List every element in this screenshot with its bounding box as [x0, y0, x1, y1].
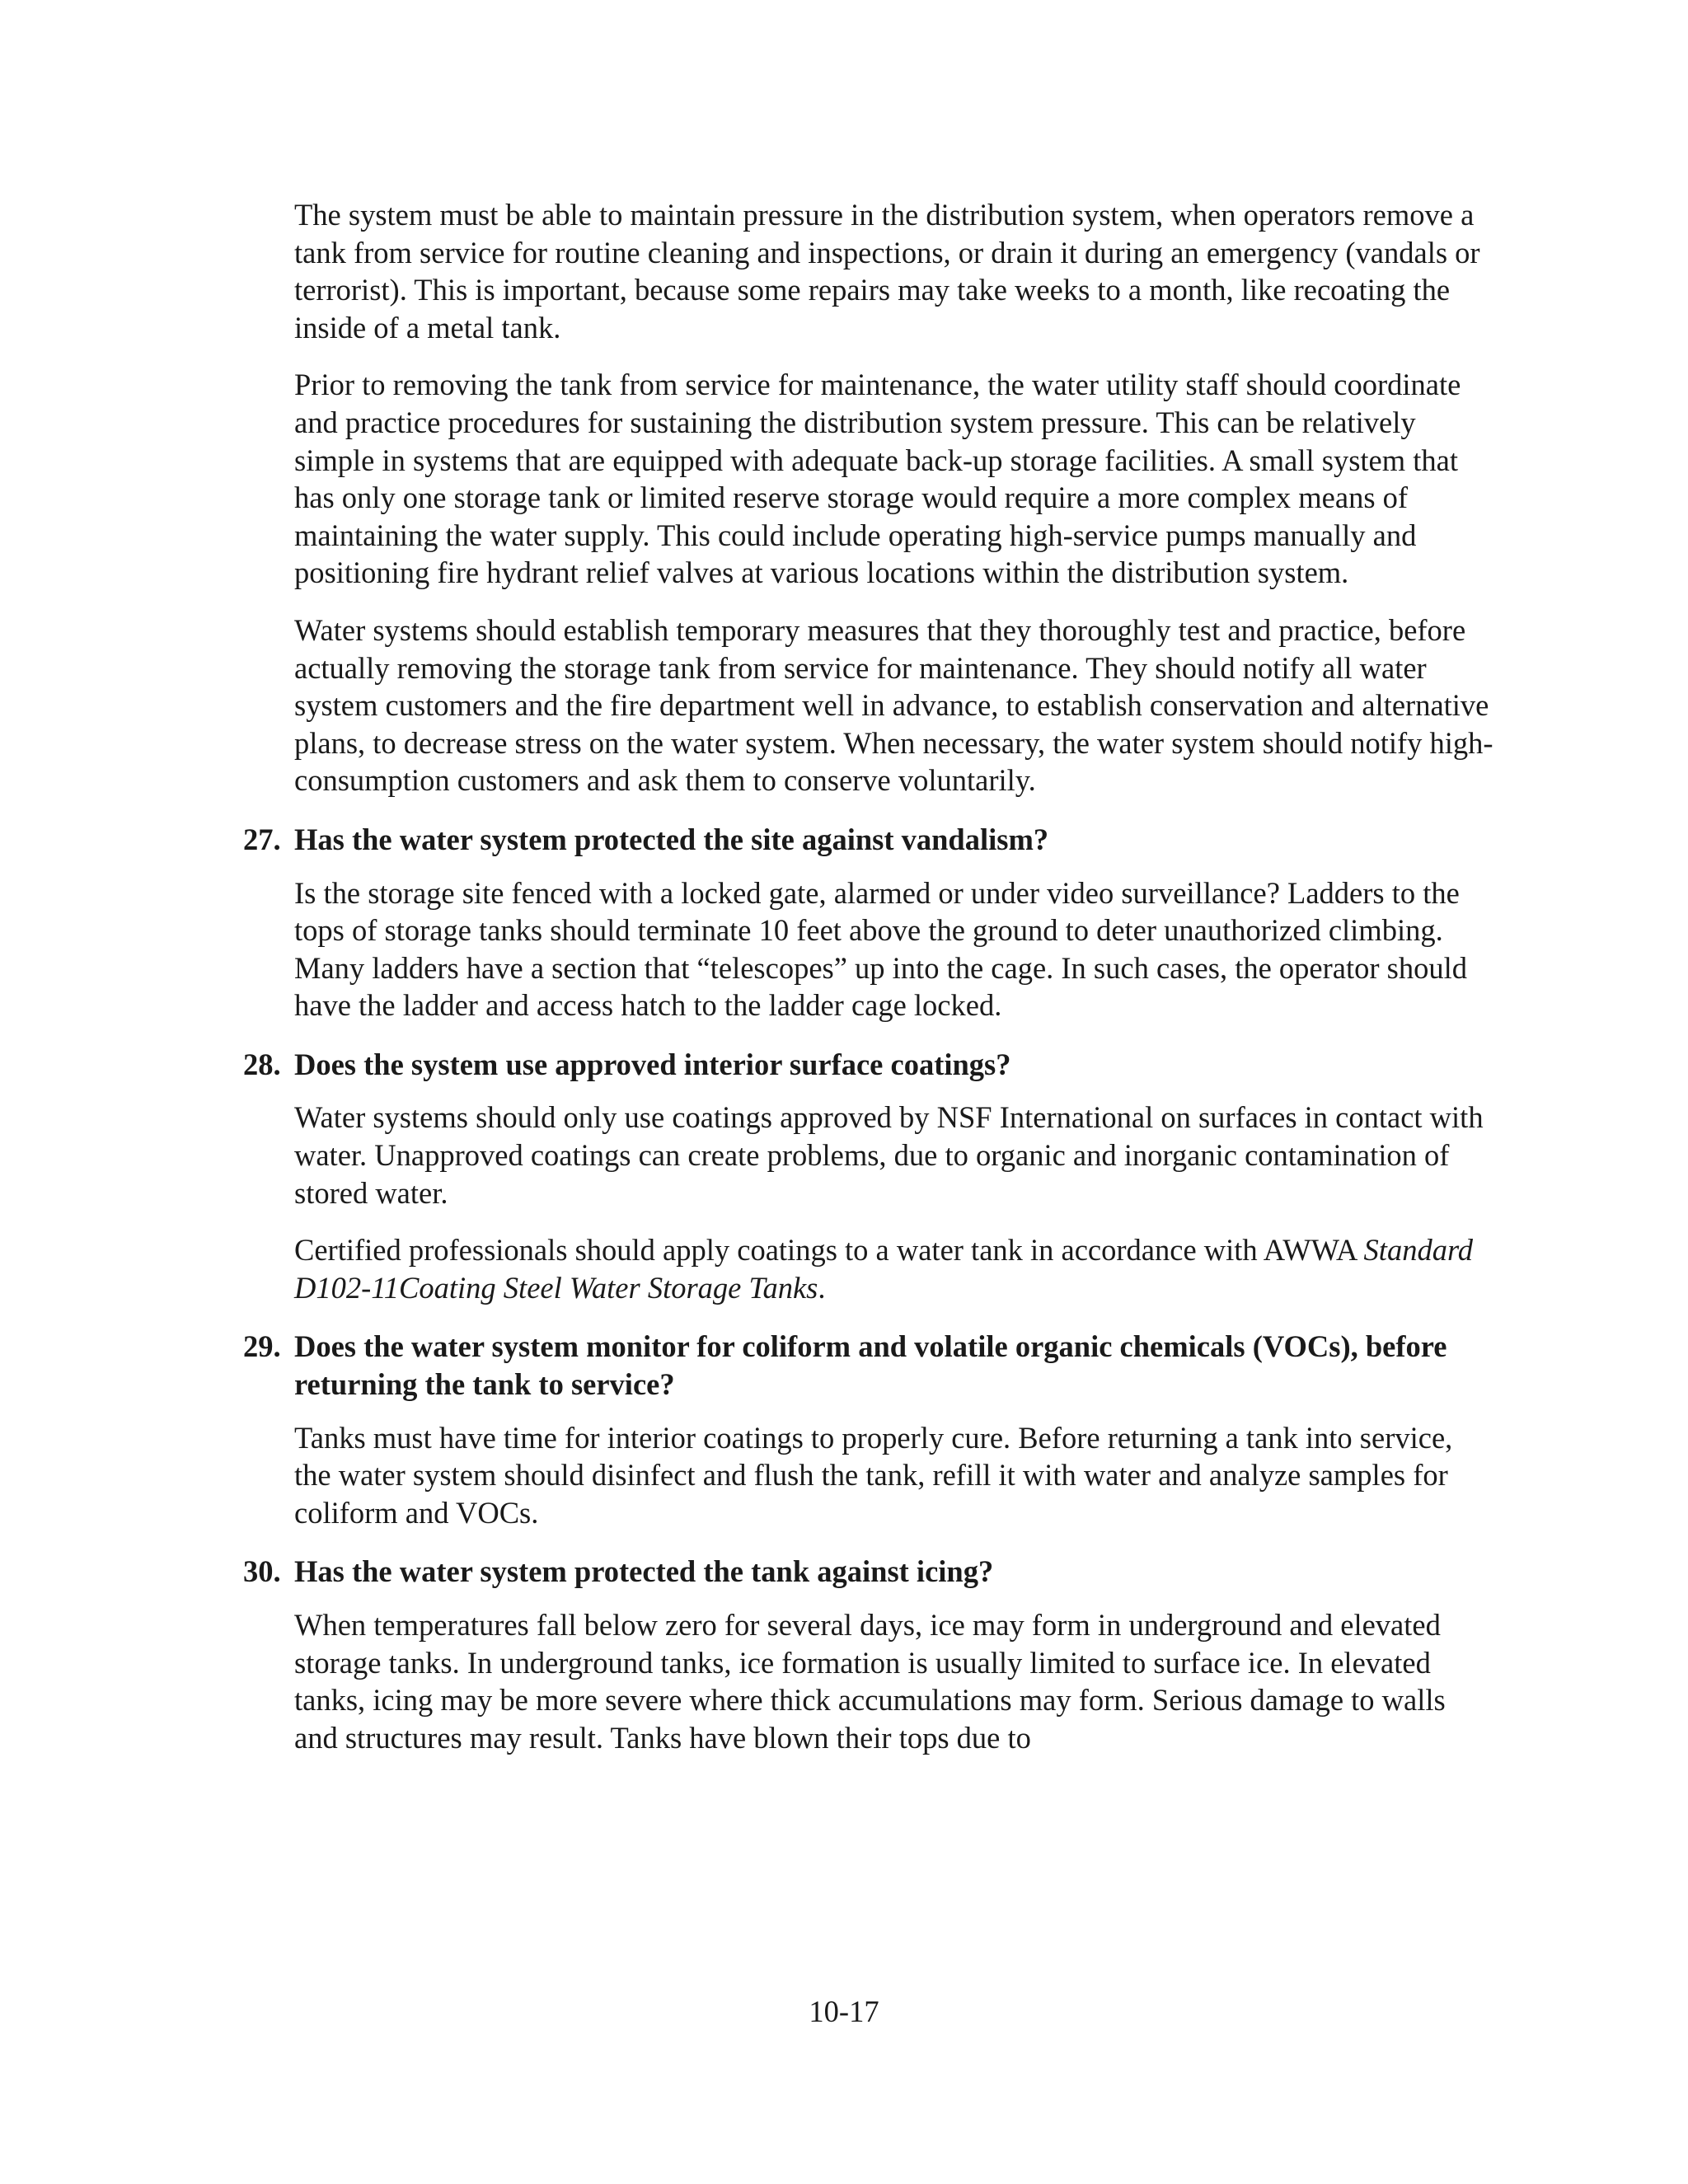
question-number: 27. [243, 822, 281, 856]
answer-28-standard [294, 1231, 1496, 1306]
answer-29: Tanks must have time for interior coatings to properly cure. Before returning a tank into service, the water system should disinfect and flush the tank, refill it with water and analyze samples for coliform and VOCs. [294, 1420, 1453, 1530]
question-30 [243, 1553, 1496, 1591]
answer-28-standard-prefix: Certified professionals should apply coatings to a water tank in accordance with AWWA [294, 1233, 1364, 1268]
paragraph-pressure-maintenance: The system must be able to maintain pressure in the distribution system, when operators remove a tank from service for routine cleaning and inspections, or drain it during an emergency (vandals or terrorist). This is important, because some repairs may take weeks to a month, like recoating the inside of a metal tank. [294, 198, 1480, 344]
question-number: 29. [243, 1329, 281, 1364]
answer-28-standard-suffix: . [818, 1270, 826, 1305]
question-text: Has the water system protected the tank against icing? [294, 1554, 994, 1589]
standard-title: Standard D102-11Coating Steel Water Storage Tanks [294, 1233, 1474, 1305]
question-28 [243, 1046, 1496, 1084]
question-text: Does the system use approved interior surface coatings? [294, 1047, 1011, 1081]
question-number: 30. [243, 1554, 281, 1589]
question-27 [243, 821, 1496, 859]
page-number: 10-17 [809, 1994, 879, 2028]
question-number: 28. [243, 1047, 281, 1081]
answer-30: When temperatures fall below zero for several days, ice may form in underground and elevated storage tanks. In underground tanks, ice formation is usually limited to surface ice. In elevated tanks, icing may be more severe where thick accumulations may form. Serious damage to walls and structures may result. Tanks have blown their tops due to [294, 1608, 1446, 1755]
page-body [243, 196, 1496, 1756]
question-text: Has the water system protected the site against vandalism? [294, 822, 1049, 856]
answer-27: Is the storage site fenced with a locked gate, alarmed or under video surveillance? Ladders to the tops of storage tanks should terminate 10 feet above the ground to deter unauthorized climbing. Many ladders have a section that “telescopes” up into the cage. In such cases, the operator should have the ladder and access hatch to the ladder cage locked. [294, 875, 1468, 1023]
paragraph-coordination: Prior to removing the tank from service for maintenance, the water utility staff should coordinate and practice procedures for sustaining the distribution system pressure. This can be relatively simple in systems that are equipped with adequate back-up storage facilities. A small system that has only one storage tank or limited reserve storage would require a more complex means of maintaining the water supply. This could include operating high-service pumps manually and positioning fire hydrant relief valves at various locations within the distribution system. [294, 368, 1461, 590]
question-text: Does the water system monitor for coliform and volatile organic chemicals (VOCs), before returning the tank to service? [294, 1329, 1447, 1402]
answer-28: Water systems should only use coatings approved by NSF International on surfaces in contact with water. Unapproved coatings can create problems, due to organic and inorganic contamination of stored water. [294, 1100, 1484, 1210]
paragraph-temporary-measures: Water systems should establish temporary measures that they thoroughly test and practice, before actually removing the storage tank from service for maintenance. They should notify all water system customers and the fire department well in advance, to establish conservation and alternative plans, to decrease stress on the water system. When necessary, the water system should notify high-consumption customers and ask them to conserve voluntarily. [294, 612, 1493, 798]
question-29 [243, 1328, 1496, 1403]
